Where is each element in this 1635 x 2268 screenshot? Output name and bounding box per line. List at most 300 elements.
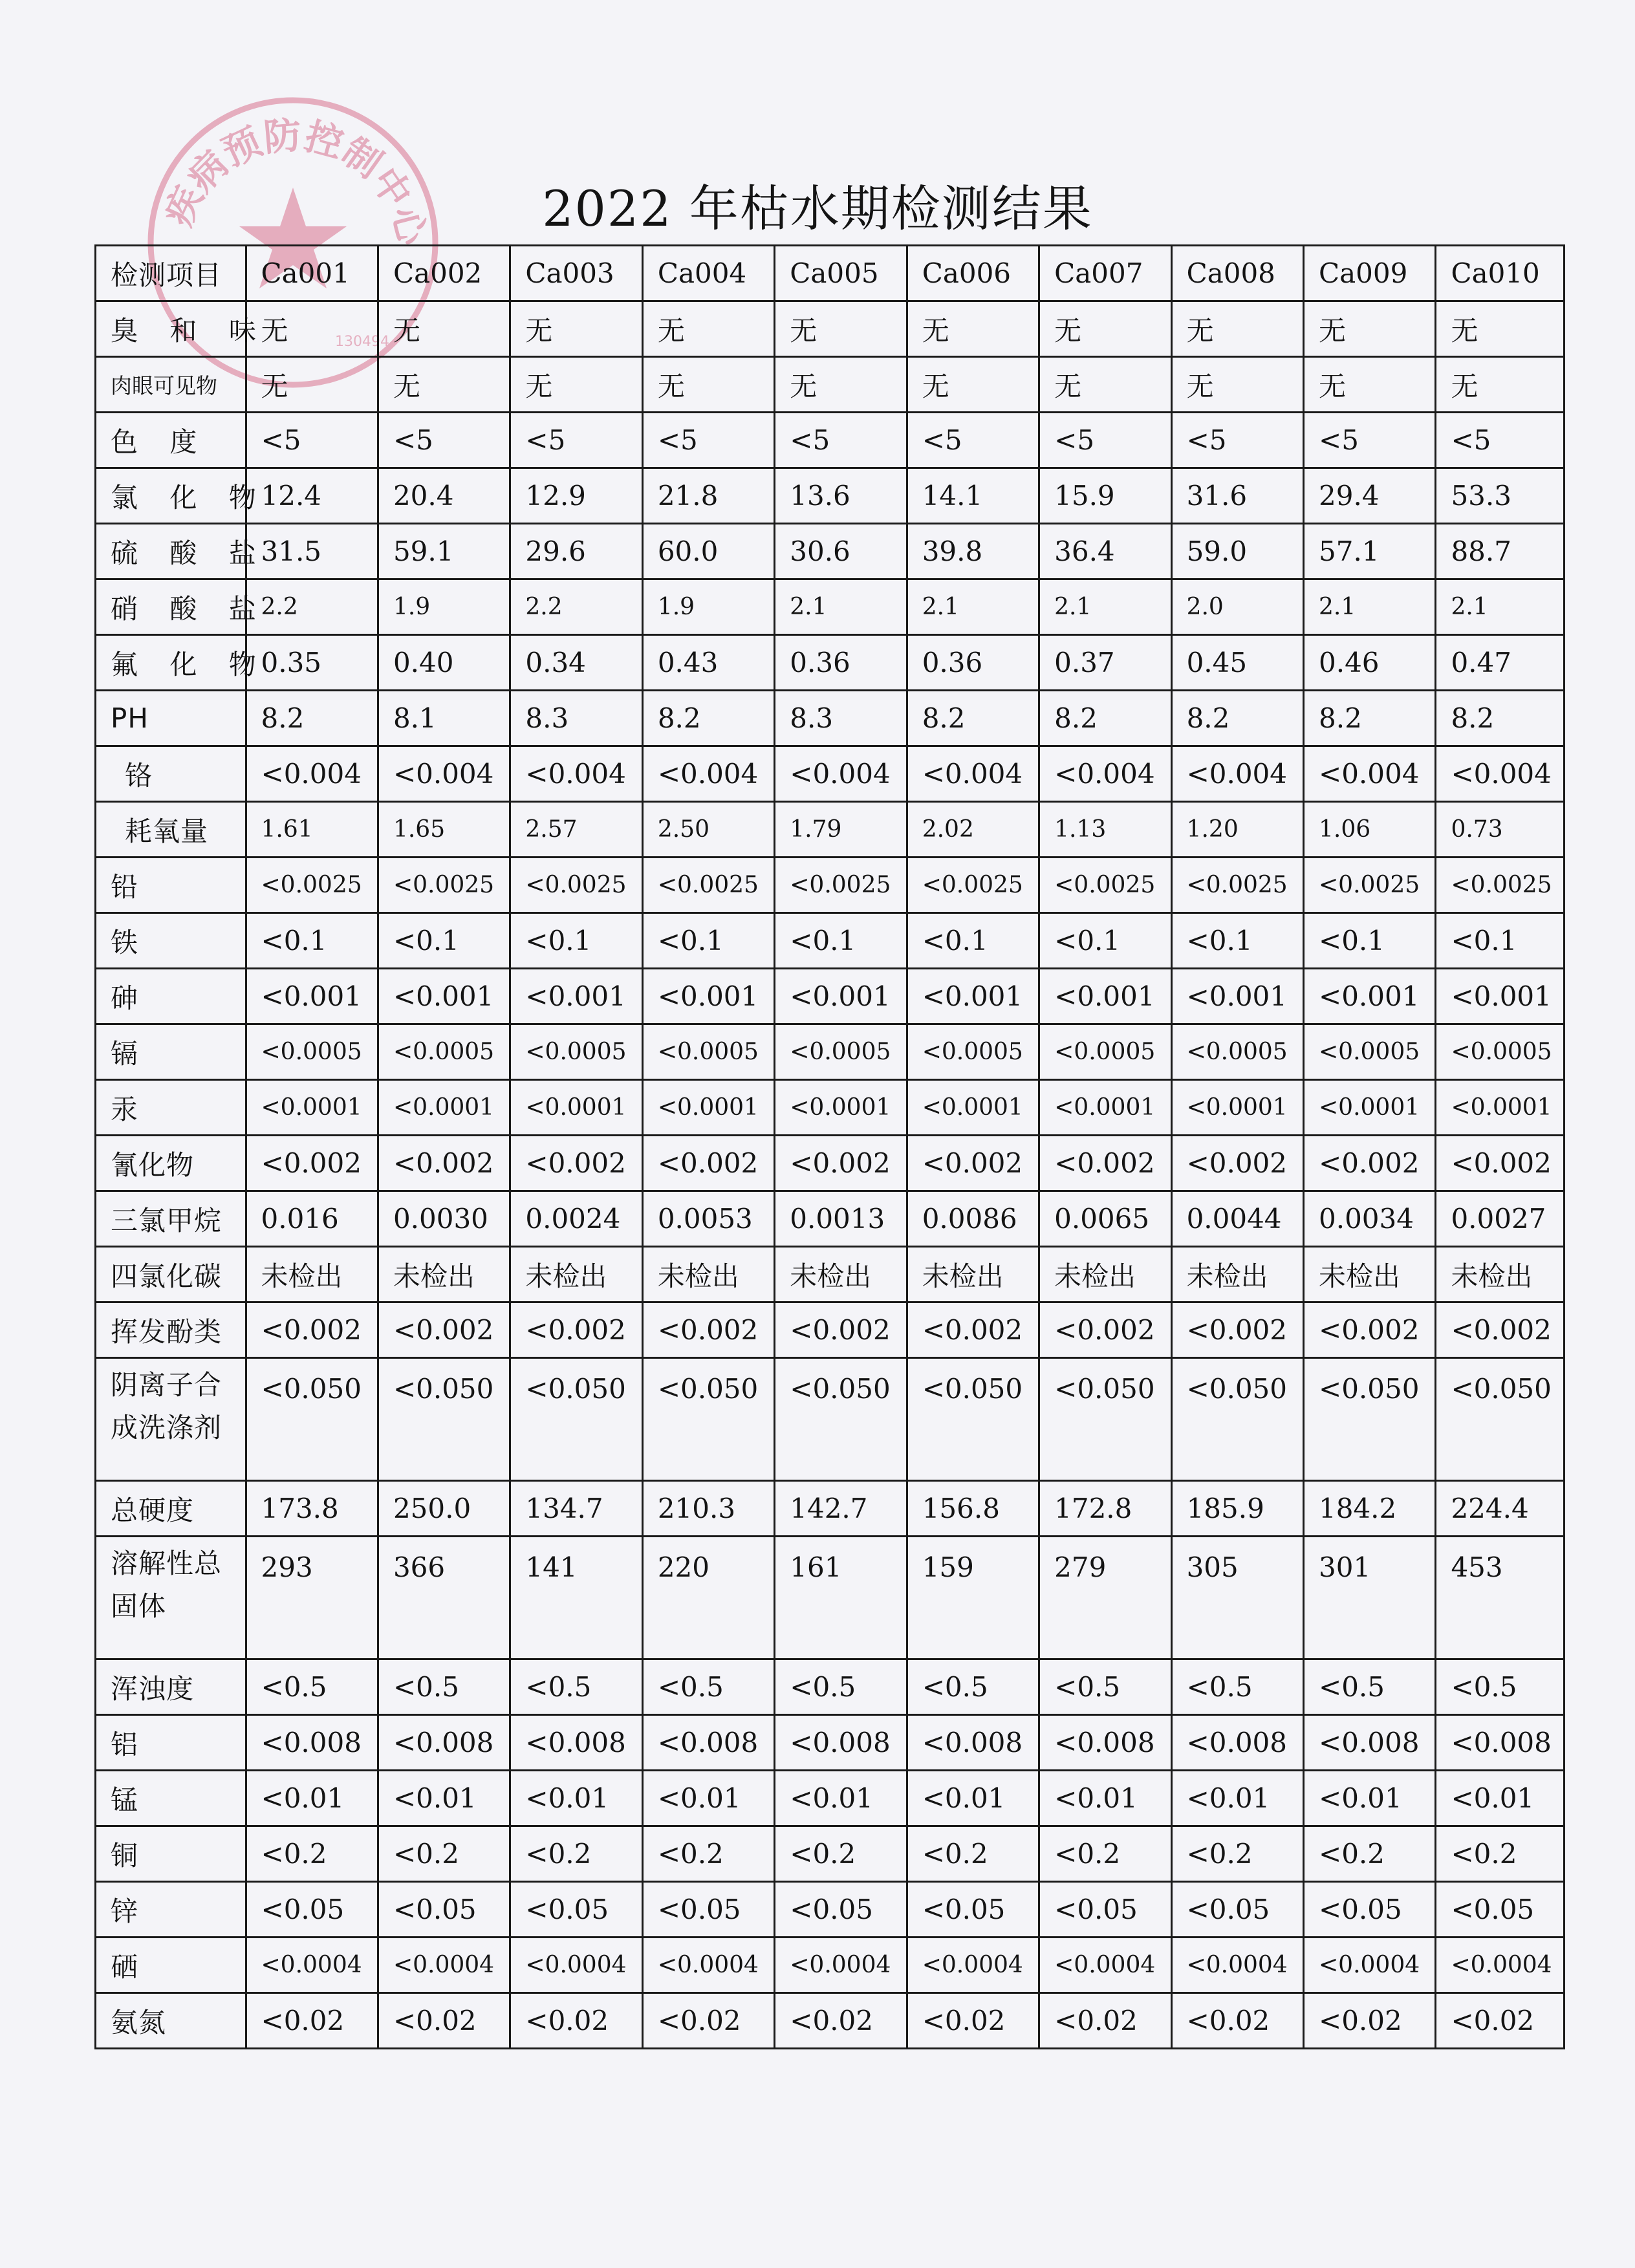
- value-cell: 无: [775, 301, 907, 357]
- value-cell: <0.0005: [642, 1024, 774, 1080]
- value-cell: <0.001: [1304, 969, 1436, 1024]
- value-cell: <0.002: [1436, 1302, 1565, 1358]
- value-cell: <0.0025: [1304, 858, 1436, 913]
- value-cell: <0.1: [907, 913, 1039, 969]
- value-cell: <0.05: [246, 1882, 378, 1938]
- value-cell: <0.0005: [510, 1024, 642, 1080]
- value-cell: <0.001: [775, 969, 907, 1024]
- row-label-cell: 砷: [96, 969, 246, 1024]
- value-cell: 159: [907, 1537, 1039, 1659]
- value-cell: <0.05: [775, 1882, 907, 1938]
- value-cell: 0.73: [1436, 802, 1565, 858]
- value-cell: 12.4: [246, 468, 378, 524]
- value-cell: <0.02: [1039, 1993, 1171, 2049]
- row-label-cell: 三氯甲烷: [96, 1191, 246, 1247]
- row-label-cell: 浑浊度: [96, 1659, 246, 1715]
- value-cell: 29.4: [1304, 468, 1436, 524]
- value-cell: 142.7: [775, 1481, 907, 1537]
- table-row: [96, 913, 1565, 969]
- value-cell: <0.050: [775, 1358, 907, 1481]
- value-cell: <0.1: [510, 913, 642, 969]
- value-cell: 无: [1039, 357, 1171, 413]
- row-label-cell: 阴离子合成洗涤剂: [96, 1358, 246, 1481]
- value-cell: <0.0001: [1039, 1080, 1171, 1136]
- value-cell: <0.050: [510, 1358, 642, 1481]
- row-label-cell: 色 度: [96, 413, 246, 468]
- value-cell: <0.008: [1171, 1715, 1303, 1771]
- table-row: [96, 1481, 1565, 1537]
- row-label-cell: PH: [96, 691, 246, 746]
- svg-text:130494: 130494: [335, 334, 389, 350]
- value-cell: <0.0004: [378, 1938, 510, 1993]
- value-cell: <0.1: [1171, 913, 1303, 969]
- table-row: [96, 1938, 1565, 1993]
- value-cell: <0.004: [642, 746, 774, 802]
- value-cell: <0.002: [907, 1136, 1039, 1191]
- value-cell: 无: [775, 357, 907, 413]
- value-cell: 未检出: [1039, 1247, 1171, 1302]
- value-cell: <0.0025: [907, 858, 1039, 913]
- value-cell: 59.0: [1171, 524, 1303, 579]
- value-cell: 185.9: [1171, 1481, 1303, 1537]
- row-label-cell: 锰: [96, 1771, 246, 1826]
- value-cell: <0.0001: [907, 1080, 1039, 1136]
- value-cell: 0.36: [907, 635, 1039, 691]
- value-cell: <0.008: [510, 1715, 642, 1771]
- value-cell: <0.002: [378, 1136, 510, 1191]
- value-cell: <0.050: [907, 1358, 1039, 1481]
- value-cell: 184.2: [1304, 1481, 1436, 1537]
- value-cell: <0.008: [775, 1715, 907, 1771]
- value-cell: <0.0005: [775, 1024, 907, 1080]
- value-cell: 1.79: [775, 802, 907, 858]
- value-cell: <0.5: [642, 1659, 774, 1715]
- value-cell: 1.20: [1171, 802, 1303, 858]
- value-cell: 15.9: [1039, 468, 1171, 524]
- row-label-cell: 硝 酸 盐: [96, 579, 246, 635]
- row-label-cell: 铝: [96, 1715, 246, 1771]
- header-column-cell: Ca002: [378, 246, 510, 301]
- value-cell: 250.0: [378, 1481, 510, 1537]
- value-cell: 无: [1436, 357, 1565, 413]
- value-cell: <0.0025: [1039, 858, 1171, 913]
- value-cell: <0.0004: [775, 1938, 907, 1993]
- value-cell: <0.002: [510, 1302, 642, 1358]
- value-cell: <0.002: [1039, 1302, 1171, 1358]
- value-cell: 无: [642, 301, 774, 357]
- value-cell: 无: [907, 357, 1039, 413]
- value-cell: <0.5: [907, 1659, 1039, 1715]
- value-cell: <0.01: [510, 1771, 642, 1826]
- value-cell: <0.002: [378, 1302, 510, 1358]
- value-cell: <0.050: [246, 1358, 378, 1481]
- value-cell: 20.4: [378, 468, 510, 524]
- value-cell: 60.0: [642, 524, 774, 579]
- value-cell: <0.002: [246, 1136, 378, 1191]
- row-label-cell: 四氯化碳: [96, 1247, 246, 1302]
- table-row: [96, 301, 1565, 357]
- header-column-cell: Ca003: [510, 246, 642, 301]
- row-label-cell: 氰化物: [96, 1136, 246, 1191]
- value-cell: <0.004: [1436, 746, 1565, 802]
- value-cell: <0.0005: [1039, 1024, 1171, 1080]
- value-cell: 2.50: [642, 802, 774, 858]
- value-cell: 305: [1171, 1537, 1303, 1659]
- value-cell: <0.2: [775, 1826, 907, 1882]
- value-cell: <0.02: [1304, 1993, 1436, 2049]
- value-cell: <0.05: [1039, 1882, 1171, 1938]
- row-label-cell: 总硬度: [96, 1481, 246, 1537]
- value-cell: <0.002: [510, 1136, 642, 1191]
- value-cell: <0.0001: [246, 1080, 378, 1136]
- value-cell: <0.1: [1039, 913, 1171, 969]
- value-cell: 无: [378, 301, 510, 357]
- value-cell: <0.001: [1436, 969, 1565, 1024]
- value-cell: 2.1: [907, 579, 1039, 635]
- value-cell: <0.002: [1039, 1136, 1171, 1191]
- value-cell: 0.0013: [775, 1191, 907, 1247]
- value-cell: 13.6: [775, 468, 907, 524]
- value-cell: 31.6: [1171, 468, 1303, 524]
- value-cell: 301: [1304, 1537, 1436, 1659]
- value-cell: <0.01: [1171, 1771, 1303, 1826]
- value-cell: 无: [378, 357, 510, 413]
- value-cell: <0.004: [907, 746, 1039, 802]
- value-cell: <0.01: [1436, 1771, 1565, 1826]
- table-row: [96, 357, 1565, 413]
- table-row: [96, 1659, 1565, 1715]
- table-row: [96, 413, 1565, 468]
- value-cell: <0.05: [1436, 1882, 1565, 1938]
- value-cell: <0.001: [1039, 969, 1171, 1024]
- row-label-cell: 铬: [96, 746, 246, 802]
- value-cell: <0.05: [1171, 1882, 1303, 1938]
- value-cell: <0.05: [642, 1882, 774, 1938]
- svg-text:疾病预防控制中心: 疾病预防控制中心: [156, 113, 435, 250]
- table-row: [96, 1882, 1565, 1938]
- value-cell: <0.008: [246, 1715, 378, 1771]
- table-header-row: [96, 246, 1565, 301]
- value-cell: <0.01: [246, 1771, 378, 1826]
- table-row: [96, 1358, 1565, 1481]
- value-cell: <0.004: [246, 746, 378, 802]
- value-cell: <0.2: [378, 1826, 510, 1882]
- value-cell: <0.050: [1436, 1358, 1565, 1481]
- row-label-cell: 氟 化 物: [96, 635, 246, 691]
- value-cell: <0.01: [1304, 1771, 1436, 1826]
- value-cell: 8.2: [1171, 691, 1303, 746]
- value-cell: <0.0025: [246, 858, 378, 913]
- value-cell: 1.9: [642, 579, 774, 635]
- value-cell: 161: [775, 1537, 907, 1659]
- value-cell: <0.0025: [642, 858, 774, 913]
- value-cell: <0.0025: [378, 858, 510, 913]
- value-cell: 未检出: [510, 1247, 642, 1302]
- value-cell: <0.0025: [775, 858, 907, 913]
- value-cell: 279: [1039, 1537, 1171, 1659]
- value-cell: <5: [1039, 413, 1171, 468]
- value-cell: 无: [1304, 357, 1436, 413]
- table-row: [96, 1302, 1565, 1358]
- value-cell: 2.1: [775, 579, 907, 635]
- row-label-cell: 耗氧量: [96, 802, 246, 858]
- value-cell: 39.8: [907, 524, 1039, 579]
- value-cell: <0.5: [1436, 1659, 1565, 1715]
- value-cell: <0.2: [1304, 1826, 1436, 1882]
- row-label-cell: 溶解性总固体: [96, 1537, 246, 1659]
- value-cell: 141: [510, 1537, 642, 1659]
- value-cell: 2.2: [510, 579, 642, 635]
- value-cell: 未检出: [907, 1247, 1039, 1302]
- table-row: [96, 635, 1565, 691]
- value-cell: <5: [378, 413, 510, 468]
- value-cell: 未检出: [1171, 1247, 1303, 1302]
- value-cell: <0.0004: [907, 1938, 1039, 1993]
- value-cell: 2.0: [1171, 579, 1303, 635]
- value-cell: 1.65: [378, 802, 510, 858]
- value-cell: <5: [907, 413, 1039, 468]
- value-cell: 无: [907, 301, 1039, 357]
- value-cell: <0.5: [1039, 1659, 1171, 1715]
- value-cell: 0.35: [246, 635, 378, 691]
- value-cell: 293: [246, 1537, 378, 1659]
- table-row: [96, 1537, 1565, 1659]
- value-cell: 0.0027: [1436, 1191, 1565, 1247]
- value-cell: <0.002: [1171, 1302, 1303, 1358]
- value-cell: <0.0001: [642, 1080, 774, 1136]
- value-cell: <0.2: [1039, 1826, 1171, 1882]
- value-cell: <0.050: [642, 1358, 774, 1481]
- table-row: [96, 858, 1565, 913]
- value-cell: <5: [510, 413, 642, 468]
- value-cell: <0.0004: [510, 1938, 642, 1993]
- value-cell: <0.2: [1171, 1826, 1303, 1882]
- value-cell: <0.0004: [1304, 1938, 1436, 1993]
- table-row: [96, 969, 1565, 1024]
- value-cell: 未检出: [378, 1247, 510, 1302]
- value-cell: 0.37: [1039, 635, 1171, 691]
- value-cell: <0.0004: [642, 1938, 774, 1993]
- value-cell: 2.1: [1436, 579, 1565, 635]
- value-cell: <0.008: [642, 1715, 774, 1771]
- table-row: [96, 1771, 1565, 1826]
- table-row: [96, 1247, 1565, 1302]
- value-cell: <0.01: [642, 1771, 774, 1826]
- value-cell: <0.008: [1304, 1715, 1436, 1771]
- row-label-cell: 臭 和 味: [96, 301, 246, 357]
- header-column-cell: Ca007: [1039, 246, 1171, 301]
- value-cell: 0.34: [510, 635, 642, 691]
- value-cell: 172.8: [1039, 1481, 1171, 1537]
- value-cell: 8.2: [1039, 691, 1171, 746]
- value-cell: <0.001: [378, 969, 510, 1024]
- value-cell: <0.2: [907, 1826, 1039, 1882]
- value-cell: <0.004: [775, 746, 907, 802]
- value-cell: <0.5: [246, 1659, 378, 1715]
- value-cell: <0.0005: [907, 1024, 1039, 1080]
- value-cell: <0.02: [378, 1993, 510, 2049]
- value-cell: 无: [1304, 301, 1436, 357]
- value-cell: <0.0025: [510, 858, 642, 913]
- value-cell: <0.5: [1171, 1659, 1303, 1715]
- value-cell: 0.0024: [510, 1191, 642, 1247]
- value-cell: 453: [1436, 1537, 1565, 1659]
- value-cell: <5: [642, 413, 774, 468]
- value-cell: 0.016: [246, 1191, 378, 1247]
- page-title: 2022 年枯水期检测结果: [542, 180, 1093, 237]
- value-cell: 8.2: [1436, 691, 1565, 746]
- value-cell: 无: [1436, 301, 1565, 357]
- value-cell: <0.1: [378, 913, 510, 969]
- value-cell: <0.002: [775, 1302, 907, 1358]
- table-row: [96, 524, 1565, 579]
- value-cell: 0.0044: [1171, 1191, 1303, 1247]
- row-label-cell: 硫 酸 盐: [96, 524, 246, 579]
- value-cell: <5: [246, 413, 378, 468]
- value-cell: <0.004: [378, 746, 510, 802]
- value-cell: 0.0053: [642, 1191, 774, 1247]
- value-cell: 2.02: [907, 802, 1039, 858]
- value-cell: 8.3: [775, 691, 907, 746]
- value-cell: <0.050: [1171, 1358, 1303, 1481]
- value-cell: 53.3: [1436, 468, 1565, 524]
- value-cell: <0.002: [642, 1136, 774, 1191]
- row-label-cell: 铜: [96, 1826, 246, 1882]
- value-cell: 无: [246, 357, 378, 413]
- value-cell: <0.1: [246, 913, 378, 969]
- value-cell: <0.004: [1039, 746, 1171, 802]
- value-cell: 224.4: [1436, 1481, 1565, 1537]
- value-cell: <5: [1304, 413, 1436, 468]
- value-cell: 无: [1171, 301, 1303, 357]
- value-cell: <0.008: [1436, 1715, 1565, 1771]
- value-cell: <0.0025: [1171, 858, 1303, 913]
- value-cell: 36.4: [1039, 524, 1171, 579]
- value-cell: <0.0001: [1436, 1080, 1565, 1136]
- value-cell: <0.004: [1171, 746, 1303, 802]
- value-cell: <0.050: [1039, 1358, 1171, 1481]
- value-cell: 1.9: [378, 579, 510, 635]
- value-cell: 173.8: [246, 1481, 378, 1537]
- value-cell: <0.05: [378, 1882, 510, 1938]
- header-column-cell: Ca005: [775, 246, 907, 301]
- value-cell: 无: [510, 301, 642, 357]
- value-cell: <0.0005: [1304, 1024, 1436, 1080]
- value-cell: <0.002: [1171, 1136, 1303, 1191]
- value-cell: <0.0025: [1436, 858, 1565, 913]
- value-cell: <0.02: [1171, 1993, 1303, 2049]
- value-cell: 未检出: [1436, 1247, 1565, 1302]
- value-cell: <0.008: [1039, 1715, 1171, 1771]
- table-row: [96, 1826, 1565, 1882]
- table-row: [96, 746, 1565, 802]
- value-cell: 1.06: [1304, 802, 1436, 858]
- value-cell: <0.5: [378, 1659, 510, 1715]
- value-cell: <0.050: [378, 1358, 510, 1481]
- value-cell: <0.050: [1304, 1358, 1436, 1481]
- value-cell: <0.004: [510, 746, 642, 802]
- value-cell: <0.05: [1304, 1882, 1436, 1938]
- header-column-cell: Ca004: [642, 246, 774, 301]
- header-column-cell: Ca001: [246, 246, 378, 301]
- value-cell: 12.9: [510, 468, 642, 524]
- header-column-cell: Ca010: [1436, 246, 1565, 301]
- value-cell: <0.2: [1436, 1826, 1565, 1882]
- value-cell: <0.008: [378, 1715, 510, 1771]
- value-cell: <0.02: [775, 1993, 907, 2049]
- value-cell: <0.02: [246, 1993, 378, 2049]
- value-cell: <0.0005: [1436, 1024, 1565, 1080]
- value-cell: 0.0065: [1039, 1191, 1171, 1247]
- value-cell: <5: [1436, 413, 1565, 468]
- value-cell: 14.1: [907, 468, 1039, 524]
- table-row: [96, 1993, 1565, 2049]
- value-cell: <0.0005: [378, 1024, 510, 1080]
- value-cell: 无: [642, 357, 774, 413]
- value-cell: 8.2: [907, 691, 1039, 746]
- value-cell: 无: [1171, 357, 1303, 413]
- value-cell: <0.0005: [246, 1024, 378, 1080]
- value-cell: <0.001: [907, 969, 1039, 1024]
- table-row: [96, 468, 1565, 524]
- value-cell: 8.2: [246, 691, 378, 746]
- value-cell: <0.01: [378, 1771, 510, 1826]
- value-cell: <0.05: [510, 1882, 642, 1938]
- value-cell: <0.02: [510, 1993, 642, 2049]
- value-cell: <0.2: [642, 1826, 774, 1882]
- value-cell: 未检出: [642, 1247, 774, 1302]
- value-cell: 未检出: [1304, 1247, 1436, 1302]
- value-cell: <0.002: [246, 1302, 378, 1358]
- value-cell: <5: [1171, 413, 1303, 468]
- value-cell: 0.40: [378, 635, 510, 691]
- table-row: [96, 1191, 1565, 1247]
- row-label-cell: 硒: [96, 1938, 246, 1993]
- value-cell: 31.5: [246, 524, 378, 579]
- value-cell: 0.0034: [1304, 1191, 1436, 1247]
- value-cell: <0.0001: [775, 1080, 907, 1136]
- value-cell: <0.001: [642, 969, 774, 1024]
- value-cell: <0.0001: [510, 1080, 642, 1136]
- value-cell: 366: [378, 1537, 510, 1659]
- table-row: [96, 1136, 1565, 1191]
- value-cell: <0.2: [246, 1826, 378, 1882]
- value-cell: <0.1: [642, 913, 774, 969]
- value-cell: 2.57: [510, 802, 642, 858]
- value-cell: 2.1: [1304, 579, 1436, 635]
- value-cell: <0.002: [642, 1302, 774, 1358]
- value-cell: <0.001: [246, 969, 378, 1024]
- value-cell: 2.1: [1039, 579, 1171, 635]
- value-cell: <0.002: [775, 1136, 907, 1191]
- row-label-cell: 氨氮: [96, 1993, 246, 2049]
- value-cell: <0.002: [1304, 1302, 1436, 1358]
- value-cell: 无: [246, 301, 378, 357]
- value-cell: 无: [1039, 301, 1171, 357]
- value-cell: 210.3: [642, 1481, 774, 1537]
- value-cell: <0.0004: [1436, 1938, 1565, 1993]
- value-cell: 8.1: [378, 691, 510, 746]
- value-cell: 88.7: [1436, 524, 1565, 579]
- value-cell: <0.0001: [1171, 1080, 1303, 1136]
- results-table-body: [96, 246, 1565, 2049]
- value-cell: <0.02: [642, 1993, 774, 2049]
- value-cell: <0.02: [1436, 1993, 1565, 2049]
- value-cell: <0.0001: [1304, 1080, 1436, 1136]
- value-cell: <0.01: [775, 1771, 907, 1826]
- value-cell: <0.0001: [378, 1080, 510, 1136]
- value-cell: 0.43: [642, 635, 774, 691]
